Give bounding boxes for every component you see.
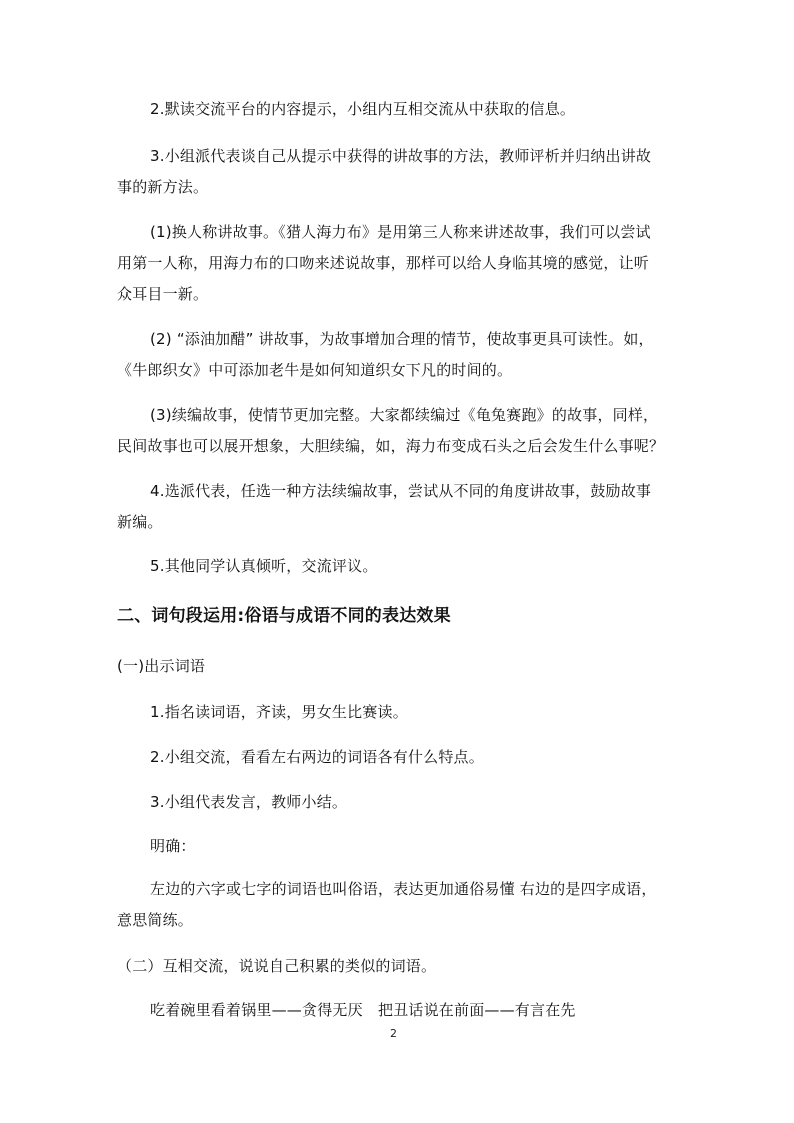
paragraph-step-3: 3.小组派代表谈自己从提示中获得的讲故事的方法，教师评析并归纳出讲故 bbox=[150, 147, 652, 165]
clarification-text-cont: 意思简练。 bbox=[117, 911, 194, 929]
page-number: 2 bbox=[390, 1027, 397, 1040]
paragraph-method-2: (2) “添油加醋” 讲故事，为故事增加合理的情节，使故事更具可读性。如， bbox=[150, 330, 654, 348]
list-item-1: 1.指名读词语，齐读，男女生比赛读。 bbox=[150, 703, 408, 721]
list-item-3: 3.小组代表发言，教师小结。 bbox=[150, 793, 348, 811]
section-heading: 二、词句段运用:俗语与成语不同的表达效果 bbox=[117, 606, 451, 626]
list-item-2: 2.小组交流，看看左右两边的词语各有什么特点。 bbox=[150, 748, 484, 766]
subsection-heading-2: （二）互相交流，说说自己积累的类似的词语。 bbox=[117, 957, 437, 975]
example-phrases: 吃着碗里看着锅里——贪得无厌 把丑话说在前面——有言在先 bbox=[150, 1001, 576, 1019]
paragraph-method-1-cont: 用第一人称，用海力布的口吻来述说故事，那样可以给人身临其境的感觉，让听 bbox=[117, 254, 650, 272]
paragraph-step-3-cont: 事的新方法。 bbox=[117, 178, 209, 196]
paragraph-method-1: (1)换人称讲故事。《猎人海力布》是用第三人称来讲述故事，我们可以尝试 bbox=[150, 223, 651, 241]
subsection-heading-1: (一)出示词语 bbox=[117, 657, 206, 675]
clarification-label: 明确： bbox=[150, 837, 196, 855]
paragraph-method-3-cont: 民间故事也可以展开想象，大胆续编，如，海力布变成石头之后会发生什么事呢？ bbox=[117, 437, 665, 455]
paragraph-method-3: (3)续编故事，使情节更加完整。大家都续编过《龟兔赛跑》的故事，同样， bbox=[150, 406, 659, 424]
paragraph-step-5: 5.其他同学认真倾听，交流评议。 bbox=[150, 557, 378, 575]
paragraph-step-2: 2.默读交流平台的内容提示，小组内互相交流从中获取的信息。 bbox=[150, 100, 576, 118]
paragraph-method-1-cont: 众耳目一新。 bbox=[117, 285, 209, 303]
paragraph-step-4-cont: 新编。 bbox=[117, 513, 163, 531]
clarification-text: 左边的六字或七字的词语也叫俗语，表达更加通俗易懂 右边的是四字成语， bbox=[150, 880, 657, 898]
paragraph-method-2-cont: 《牛郎织女》中可添加老牛是如何知道织女下凡的时间的。 bbox=[117, 361, 513, 379]
paragraph-step-4: 4.选派代表，任选一种方法续编故事，尝试从不同的角度讲故事，鼓励故事 bbox=[150, 482, 652, 500]
